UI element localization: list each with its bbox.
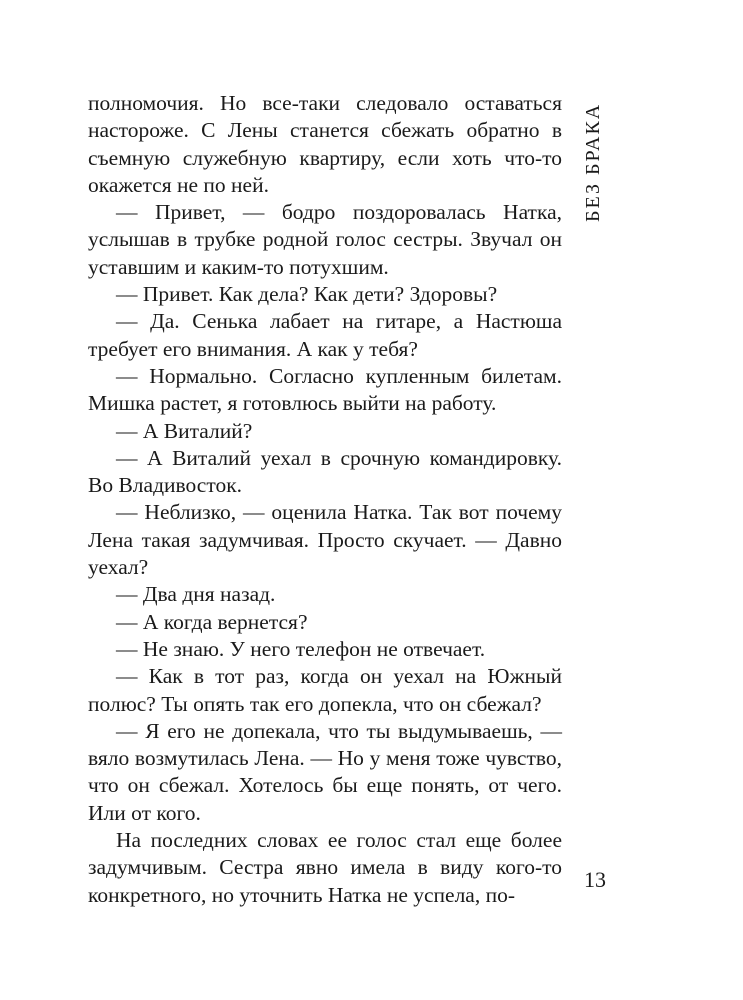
paragraph: — Привет. Как дела? Как дети? Здоровы? — [116, 282, 498, 307]
paragraph: — Да. Сенька лабает на гитаре, а Настюша требует его внимания. А как у тебя? — [88, 309, 562, 361]
paragraph: — А Виталий уехал в срочную командировку. Во Владивосток. — [88, 445, 562, 498]
paragraph: — Привет, — бодро поздоровалась Натка, услышав в трубке родной голос сестры. Звучал он уставшим и каким-то потухшим. — [88, 200, 562, 279]
paragraph: — Как в тот раз, когда он уехал на Южный полюс? Ты опять так его допекла, что он сбежал? — [88, 664, 562, 716]
paragraph: На последних словах ее голос стал еще более задумчивым. Сестра явно имела в виду кого-то конкретного, но уточнить Натка не успела, по- — [88, 828, 562, 907]
paragraph: — Не знаю. У него телефон не отвечает. — [116, 636, 486, 661]
paragraph: — Два дня назад. — [116, 582, 276, 607]
paragraph: — Я его не допекала, что ты выдумываешь, — вяло возмутилась Лена. — Но у меня тоже чувство, что он сбежал. Хотелось бы еще понять, от чего. Или от кого. — [88, 718, 562, 825]
paragraph: — А когда вернется? — [116, 609, 308, 634]
body-text — [88, 90, 562, 909]
running-head: БЕЗ БРАКА — [582, 103, 604, 223]
page-number: 13 — [584, 867, 606, 892]
paragraph: — А Виталий? — [116, 418, 253, 443]
paragraph: полномочия. Но все-таки следовало оставаться настороже. С Лены станется сбежать обратно в съемную служебную квартиру, если хоть что-то окажется не по ней. — [88, 91, 562, 197]
paragraph: — Нормально. Согласно купленным билетам. Мишка растет, я готовлюсь выйти на работу. — [88, 363, 562, 416]
paragraph: — Неблизко, — оценила Натка. Так вот почему Лена такая задумчивая. Просто скучает. — Давно уехал? — [88, 500, 562, 580]
